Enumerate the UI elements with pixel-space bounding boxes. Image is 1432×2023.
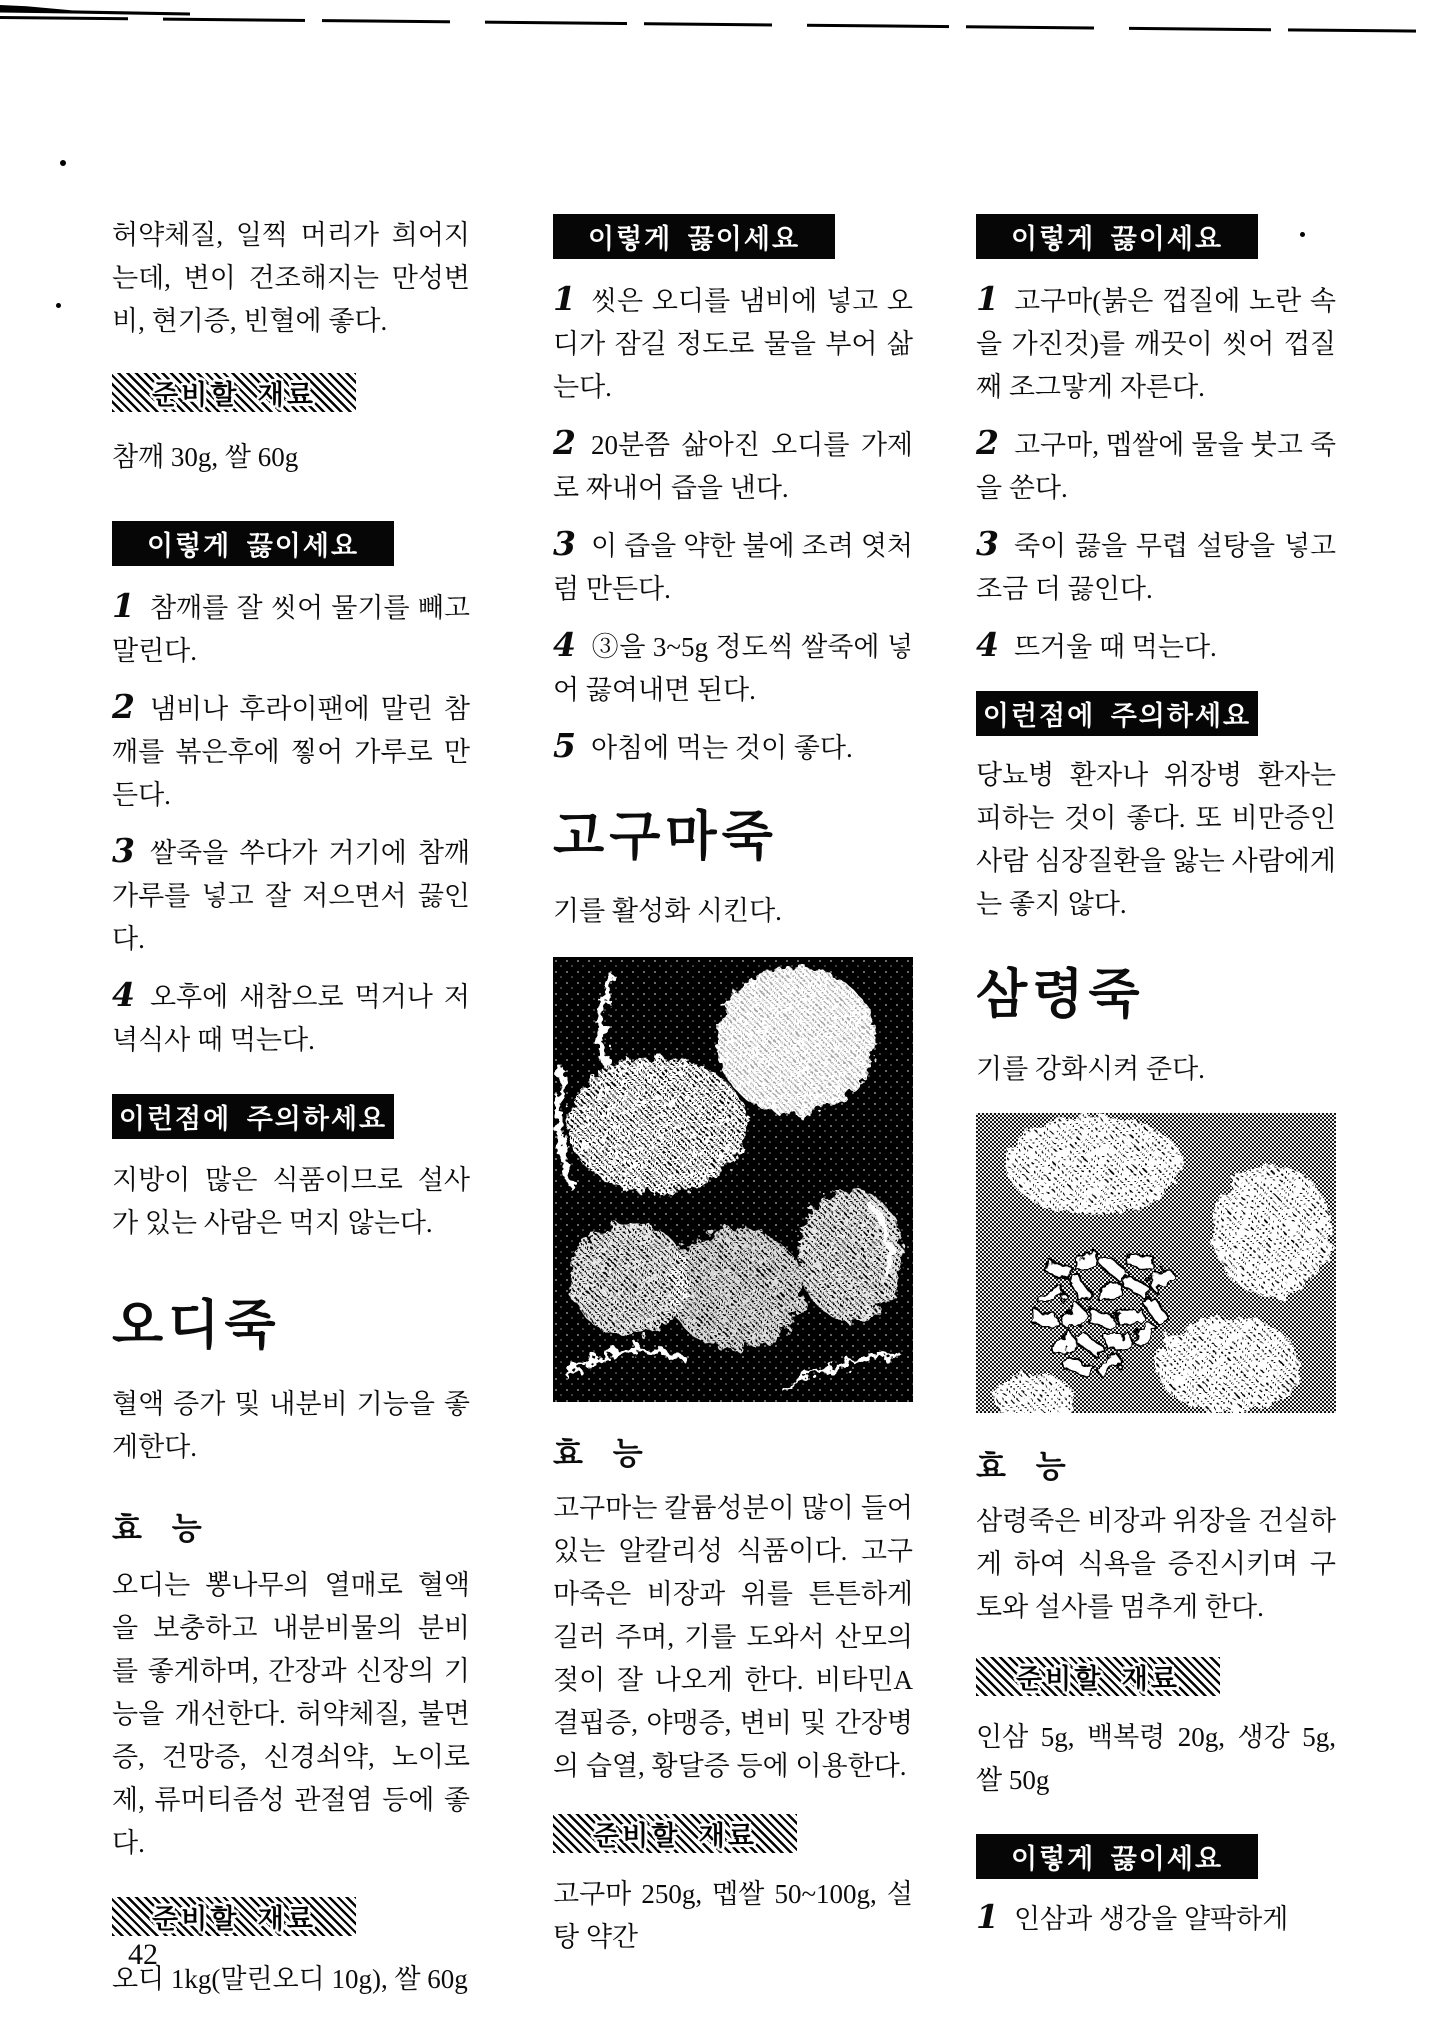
step-number: 4: [976, 625, 999, 664]
step-text: 씻은 오디를 냄비에 넣고 오디가 잠길 정도로 물을 부어 삶는다.: [553, 286, 913, 402]
recipe-step: [112, 829, 470, 961]
effect-header: 효 능: [553, 1436, 644, 1471]
recipe-step: [112, 973, 470, 1062]
middle-column: [553, 214, 913, 1959]
ingredients-header-label: 준비할 재료: [152, 1904, 316, 1934]
caution-header-label: 이런점에 주의하세요: [982, 701, 1252, 731]
step-text: 인삼과 생강을 얄팍하게: [1013, 1904, 1289, 1934]
caution-header-label: 이런점에 주의하세요: [118, 1104, 388, 1134]
step-text: 오후에 새참으로 먹거나 저녁식사 때 먹는다.: [112, 982, 470, 1055]
recipe-title-samryeong: 삼령죽: [976, 966, 1145, 1024]
ingredients-header-label: 준비할 재료: [593, 1821, 757, 1851]
cook-method-header: [976, 214, 1258, 259]
step-number: 3: [553, 524, 576, 563]
sweet-potato-caution: 당뇨병 환자나 위장병 환자는 피하는 것이 좋다. 또 비만증인 사람 심장질환을 앓는 사람에게는 좋지 않다.: [976, 760, 1336, 919]
ingredients-header: [553, 1814, 797, 1853]
mulberry-subtitle: 혈액 증가 및 내분비 기능을 좋게한다.: [112, 1389, 470, 1462]
samryeong-effect-paragraph: 삼령죽은 비장과 위장을 건실하게 하여 식욕을 증진시키며 구토와 설사를 멈추게 한다.: [976, 1506, 1336, 1622]
recipe-title-mulberry: 오디죽: [112, 1297, 281, 1355]
recipe-step: [553, 421, 913, 510]
sesame-benefits-paragraph: 허약체질, 일찍 머리가 희어지는데, 변이 건조해지는 만성변비, 현기증, 빈혈에 좋다.: [112, 220, 470, 336]
step-text: 고구마, 멥쌀에 물을 붓고 죽을 쑨다.: [976, 430, 1336, 503]
step-text: ③을 3~5g 정도씩 쌀죽에 넣어 끓여내면 된다.: [553, 632, 913, 705]
cook-method-header-label: 이렇게 끓이세요: [146, 531, 360, 561]
right-column: [976, 214, 1336, 1941]
scan-speck: [56, 303, 61, 308]
step-number: 2: [553, 423, 576, 462]
scan-artifact: [0, 5, 190, 17]
samryeong-ingredients: 인삼 5g, 백복령 20g, 생강 5g, 쌀 50g: [976, 1722, 1336, 1795]
cook-method-header-label: 이렇게 끓이세요: [587, 224, 801, 254]
step-number: 1: [976, 1897, 999, 1936]
sweet-potato-subtitle: 기를 활성화 시킨다.: [553, 896, 782, 926]
mulberry-effect-paragraph: 오디는 뽕나무의 열매로 혈액을 보충하고 내분비물의 분비를 좋게하며, 간장과 신장의 기능을 개선한다. 허약체질, 불면증, 건망증, 신경쇠약, 노이로제, 류머티즘성 관절염 등에 좋다.: [112, 1570, 470, 1858]
caution-header: [976, 691, 1258, 736]
cook-method-header: [112, 521, 394, 566]
step-text: 죽이 끓을 무렵 설탕을 넣고 조금 더 끓인다.: [976, 531, 1336, 604]
ingredients-header-label: 준비할 재료: [152, 380, 316, 410]
step-number: 1: [553, 279, 576, 318]
sweet-potato-ingredients: 고구마 250g, 멥쌀 50~100g, 설탕 약간: [553, 1879, 913, 1952]
recipe-step: [553, 724, 913, 770]
scan-speck: [60, 160, 66, 166]
step-text: 뜨거울 때 먹는다.: [1013, 632, 1217, 662]
step-number: 1: [976, 279, 999, 318]
step-text: 참깨를 잘 씻어 물기를 빼고 말린다.: [112, 593, 470, 666]
effect-header: 효 능: [976, 1449, 1067, 1484]
cook-method-header-label: 이렇게 끓이세요: [1010, 1844, 1224, 1874]
left-column: [112, 214, 470, 2001]
recipe-title-sweet-potato: 고구마죽: [553, 808, 778, 866]
step-number: 1: [112, 586, 135, 625]
effect-header: 효 능: [112, 1511, 203, 1546]
recipe-step: [553, 277, 913, 409]
step-number: 2: [112, 687, 135, 726]
recipe-step: [976, 1895, 1336, 1941]
step-number: 3: [112, 831, 135, 870]
recipe-step: [976, 421, 1336, 510]
recipe-step: [976, 277, 1336, 409]
recipe-step: [976, 623, 1336, 669]
ingredients-header-label: 준비할 재료: [1016, 1664, 1180, 1694]
recipe-step: [976, 522, 1336, 611]
ingredients-header: [112, 1897, 356, 1936]
step-text: 냄비나 후라이팬에 말린 참깨를 볶은후에 찧어 가루로 만든다.: [112, 694, 470, 810]
step-text: 쌀죽을 쑤다가 거기에 참깨가루를 넣고 잘 저으면서 끓인다.: [112, 838, 470, 954]
step-number: 3: [976, 524, 999, 563]
mulberry-ingredients: 오디 1kg(말린오디 10g), 쌀 60g: [112, 1964, 468, 1994]
step-text: 20분쯤 삶아진 오디를 가제로 짜내어 즙을 낸다.: [553, 430, 913, 503]
samryeong-subtitle: 기를 강화시켜 준다.: [976, 1054, 1205, 1084]
cook-method-header: [553, 214, 835, 259]
sesame-caution: 지방이 많은 식품이므로 설사가 있는 사람은 먹지 않는다.: [112, 1165, 470, 1238]
page-number: 42: [128, 1938, 158, 1971]
step-number: 4: [553, 625, 576, 664]
step-number: 5: [553, 726, 576, 765]
recipe-step: [553, 522, 913, 611]
scan-artifact-line: [0, 16, 1432, 33]
recipe-step: [112, 685, 470, 817]
samryeong-ingredients-photo: [976, 1113, 1336, 1413]
sweet-potato-photo: [553, 957, 913, 1402]
sweet-potato-effect-paragraph: 고구마는 칼륨성분이 많이 들어있는 알칼리성 식품이다. 고구마죽은 비장과 위를 튼튼하게 길러 주며, 기를 도와서 산모의 젖이 잘 나오게 한다. 비타민A 결핍증, 야맹증, 변비 및 간장병의 습열, 황달증 등에 이용한다.: [553, 1493, 913, 1781]
step-number: 4: [112, 975, 135, 1014]
step-number: 2: [976, 423, 999, 462]
ingredients-header: [976, 1657, 1220, 1696]
step-text: 아침에 먹는 것이 좋다.: [590, 733, 853, 763]
caution-header: [112, 1094, 394, 1139]
sesame-ingredients: 참깨 30g, 쌀 60g: [112, 442, 299, 472]
recipe-step: [112, 584, 470, 673]
cook-method-header: [976, 1834, 1258, 1879]
step-text: 이 즙을 약한 불에 조려 엿처럼 만든다.: [553, 531, 913, 604]
ingredients-header: [112, 373, 356, 412]
cook-method-header-label: 이렇게 끓이세요: [1010, 224, 1224, 254]
step-text: 고구마(붉은 껍질에 노란 속을 가진것)를 깨끗이 씻어 껍질째 조그맣게 자른다.: [976, 286, 1336, 402]
recipe-step: [553, 623, 913, 712]
